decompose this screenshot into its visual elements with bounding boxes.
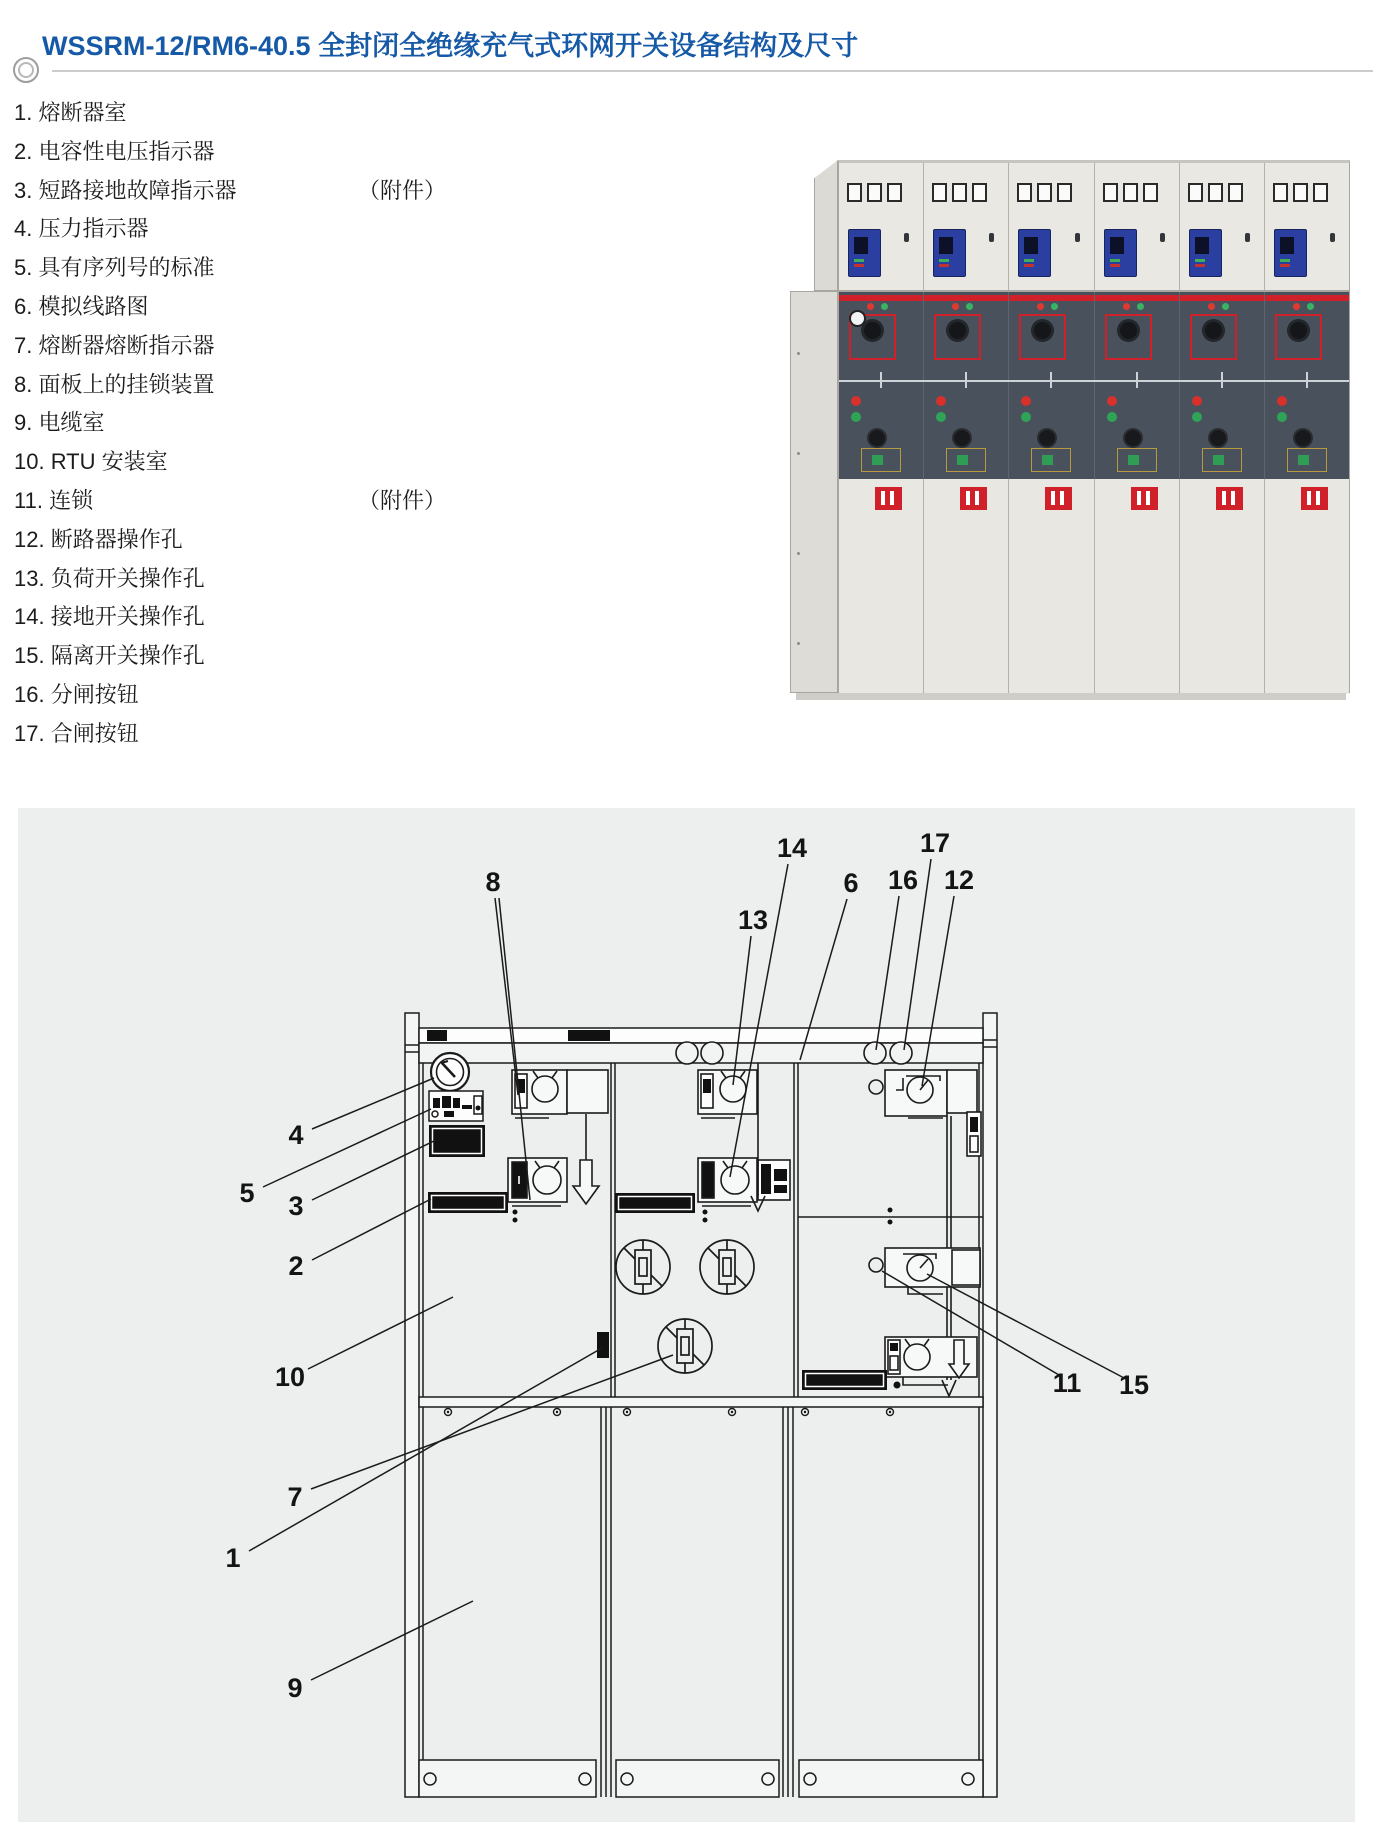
callout-line-7 <box>311 1355 673 1489</box>
photo-pcol <box>924 163 1009 290</box>
part-item: 4. 压力指示器 <box>14 216 149 242</box>
fuse-windows <box>597 1240 754 1373</box>
callout-number-15: 15 <box>1118 1370 1150 1400</box>
photo-dcol <box>1009 292 1094 479</box>
left-upper-mechanism <box>512 1070 608 1118</box>
photo-pcol <box>1180 163 1265 290</box>
callout-number-14: 14 <box>776 833 808 863</box>
switchgear-photo <box>780 158 1360 703</box>
part-item: 3. 短路接地故障指示器 （附件） <box>14 174 474 213</box>
photo-front-panels <box>838 291 1350 693</box>
callout-number-3: 3 <box>288 1191 304 1221</box>
structure-diagram <box>18 808 1355 1822</box>
part-item: 7. 熔断器熔断指示器 <box>14 332 215 358</box>
photo-door <box>1265 479 1349 694</box>
voltage-indicator <box>428 1192 508 1213</box>
photo-pcol <box>839 163 924 290</box>
callout-number-16: 16 <box>887 865 919 895</box>
callout-number-4: 4 <box>288 1120 304 1150</box>
callout-line-8 <box>495 898 518 1095</box>
part-item: 9. 电缆室 <box>14 410 105 436</box>
part-item: 17. 合闸按钮 <box>14 720 139 746</box>
parts-list <box>14 96 474 756</box>
photo-relay-compartments <box>838 160 1350 291</box>
part-item: 6. 模拟线路图 <box>14 293 149 319</box>
close-button <box>890 1042 912 1064</box>
part-item: 15. 隔离开关操作孔 <box>14 643 205 669</box>
part-item: 14. 接地开关操作孔 <box>14 604 205 630</box>
fuse-compartment-latch <box>597 1332 609 1358</box>
part-item-note: （附件） <box>358 487 447 513</box>
ring-bullet-icon <box>13 57 39 83</box>
photo-door <box>839 479 924 694</box>
callout-number-5: 5 <box>239 1178 255 1208</box>
photo-dcol <box>1095 292 1180 479</box>
photo-mimic-line <box>839 380 1349 382</box>
fault-indicator <box>429 1125 485 1157</box>
photo-dcol <box>1180 292 1265 479</box>
photo-pcol <box>1095 163 1180 290</box>
pressure-gauge <box>431 1053 469 1091</box>
part-item: 11. 连锁 （附件） <box>14 484 474 523</box>
photo-pcol <box>1265 163 1349 290</box>
photo-pcol <box>1009 163 1094 290</box>
callout-number-6: 6 <box>843 868 859 898</box>
cabinet-outline <box>405 1013 997 1797</box>
photo-pressure-gauge <box>849 310 866 327</box>
structure-diagram-panel <box>18 808 1355 1822</box>
part-item-note: （附件） <box>358 177 447 203</box>
callout-line-16 <box>876 896 899 1050</box>
part-item: 13. 负荷开关操作孔 <box>14 565 205 591</box>
header-divider <box>52 70 1373 72</box>
mimic-strip-middle <box>615 1193 695 1213</box>
callout-number-13: 13 <box>737 905 769 935</box>
photo-operating-panel <box>839 292 1349 479</box>
callout-number-1: 1 <box>225 1543 241 1573</box>
photo-cable-doors <box>839 479 1349 694</box>
left-lower-mechanism <box>508 1114 599 1223</box>
serial-nameplate <box>429 1091 483 1121</box>
part-item: 5. 具有序列号的标准 <box>14 255 215 281</box>
part-item: 8. 面板上的挂锁装置 <box>14 371 215 397</box>
photo-dcol <box>924 292 1009 479</box>
page-title: WSSRM-12/RM6-40.5 全封闭全绝缘充气式环网开关设备结构及尺寸 <box>42 31 859 61</box>
photo-base <box>796 693 1346 700</box>
isolator-mechanism <box>885 1337 977 1389</box>
open-button <box>864 1042 886 1064</box>
callout-line-9 <box>311 1601 473 1680</box>
photo-side-wall <box>790 291 838 693</box>
interlock-mechanism <box>869 1248 980 1294</box>
mimic-strip-right <box>802 1370 887 1390</box>
callout-line-10 <box>308 1297 453 1369</box>
callout-number-11: 11 <box>1052 1368 1082 1398</box>
photo-door <box>924 479 1009 694</box>
callout-number-10: 10 <box>274 1362 306 1392</box>
part-item: 1. 熔断器室 <box>14 100 127 125</box>
photo-door <box>1180 479 1265 694</box>
callout-number-7: 7 <box>287 1482 303 1512</box>
part-item: 10. RTU 安装室 <box>14 449 168 475</box>
part-item: 12. 断路器操作孔 <box>14 526 183 552</box>
photo-door <box>1009 479 1094 694</box>
callout-number-2: 2 <box>288 1251 304 1281</box>
callout-number-12: 12 <box>943 865 975 895</box>
callout-layer <box>225 828 1149 1703</box>
callout-number-9: 9 <box>287 1673 303 1703</box>
part-item: 2. 电容性电压指示器 <box>14 138 215 164</box>
photo-dcol <box>1265 292 1349 479</box>
photo-door <box>1095 479 1180 694</box>
callout-number-17: 17 <box>919 828 951 858</box>
part-item: 16. 分闸按钮 <box>14 681 139 707</box>
photo-top-side-wedge <box>814 160 838 291</box>
callout-number-8: 8 <box>485 867 501 897</box>
